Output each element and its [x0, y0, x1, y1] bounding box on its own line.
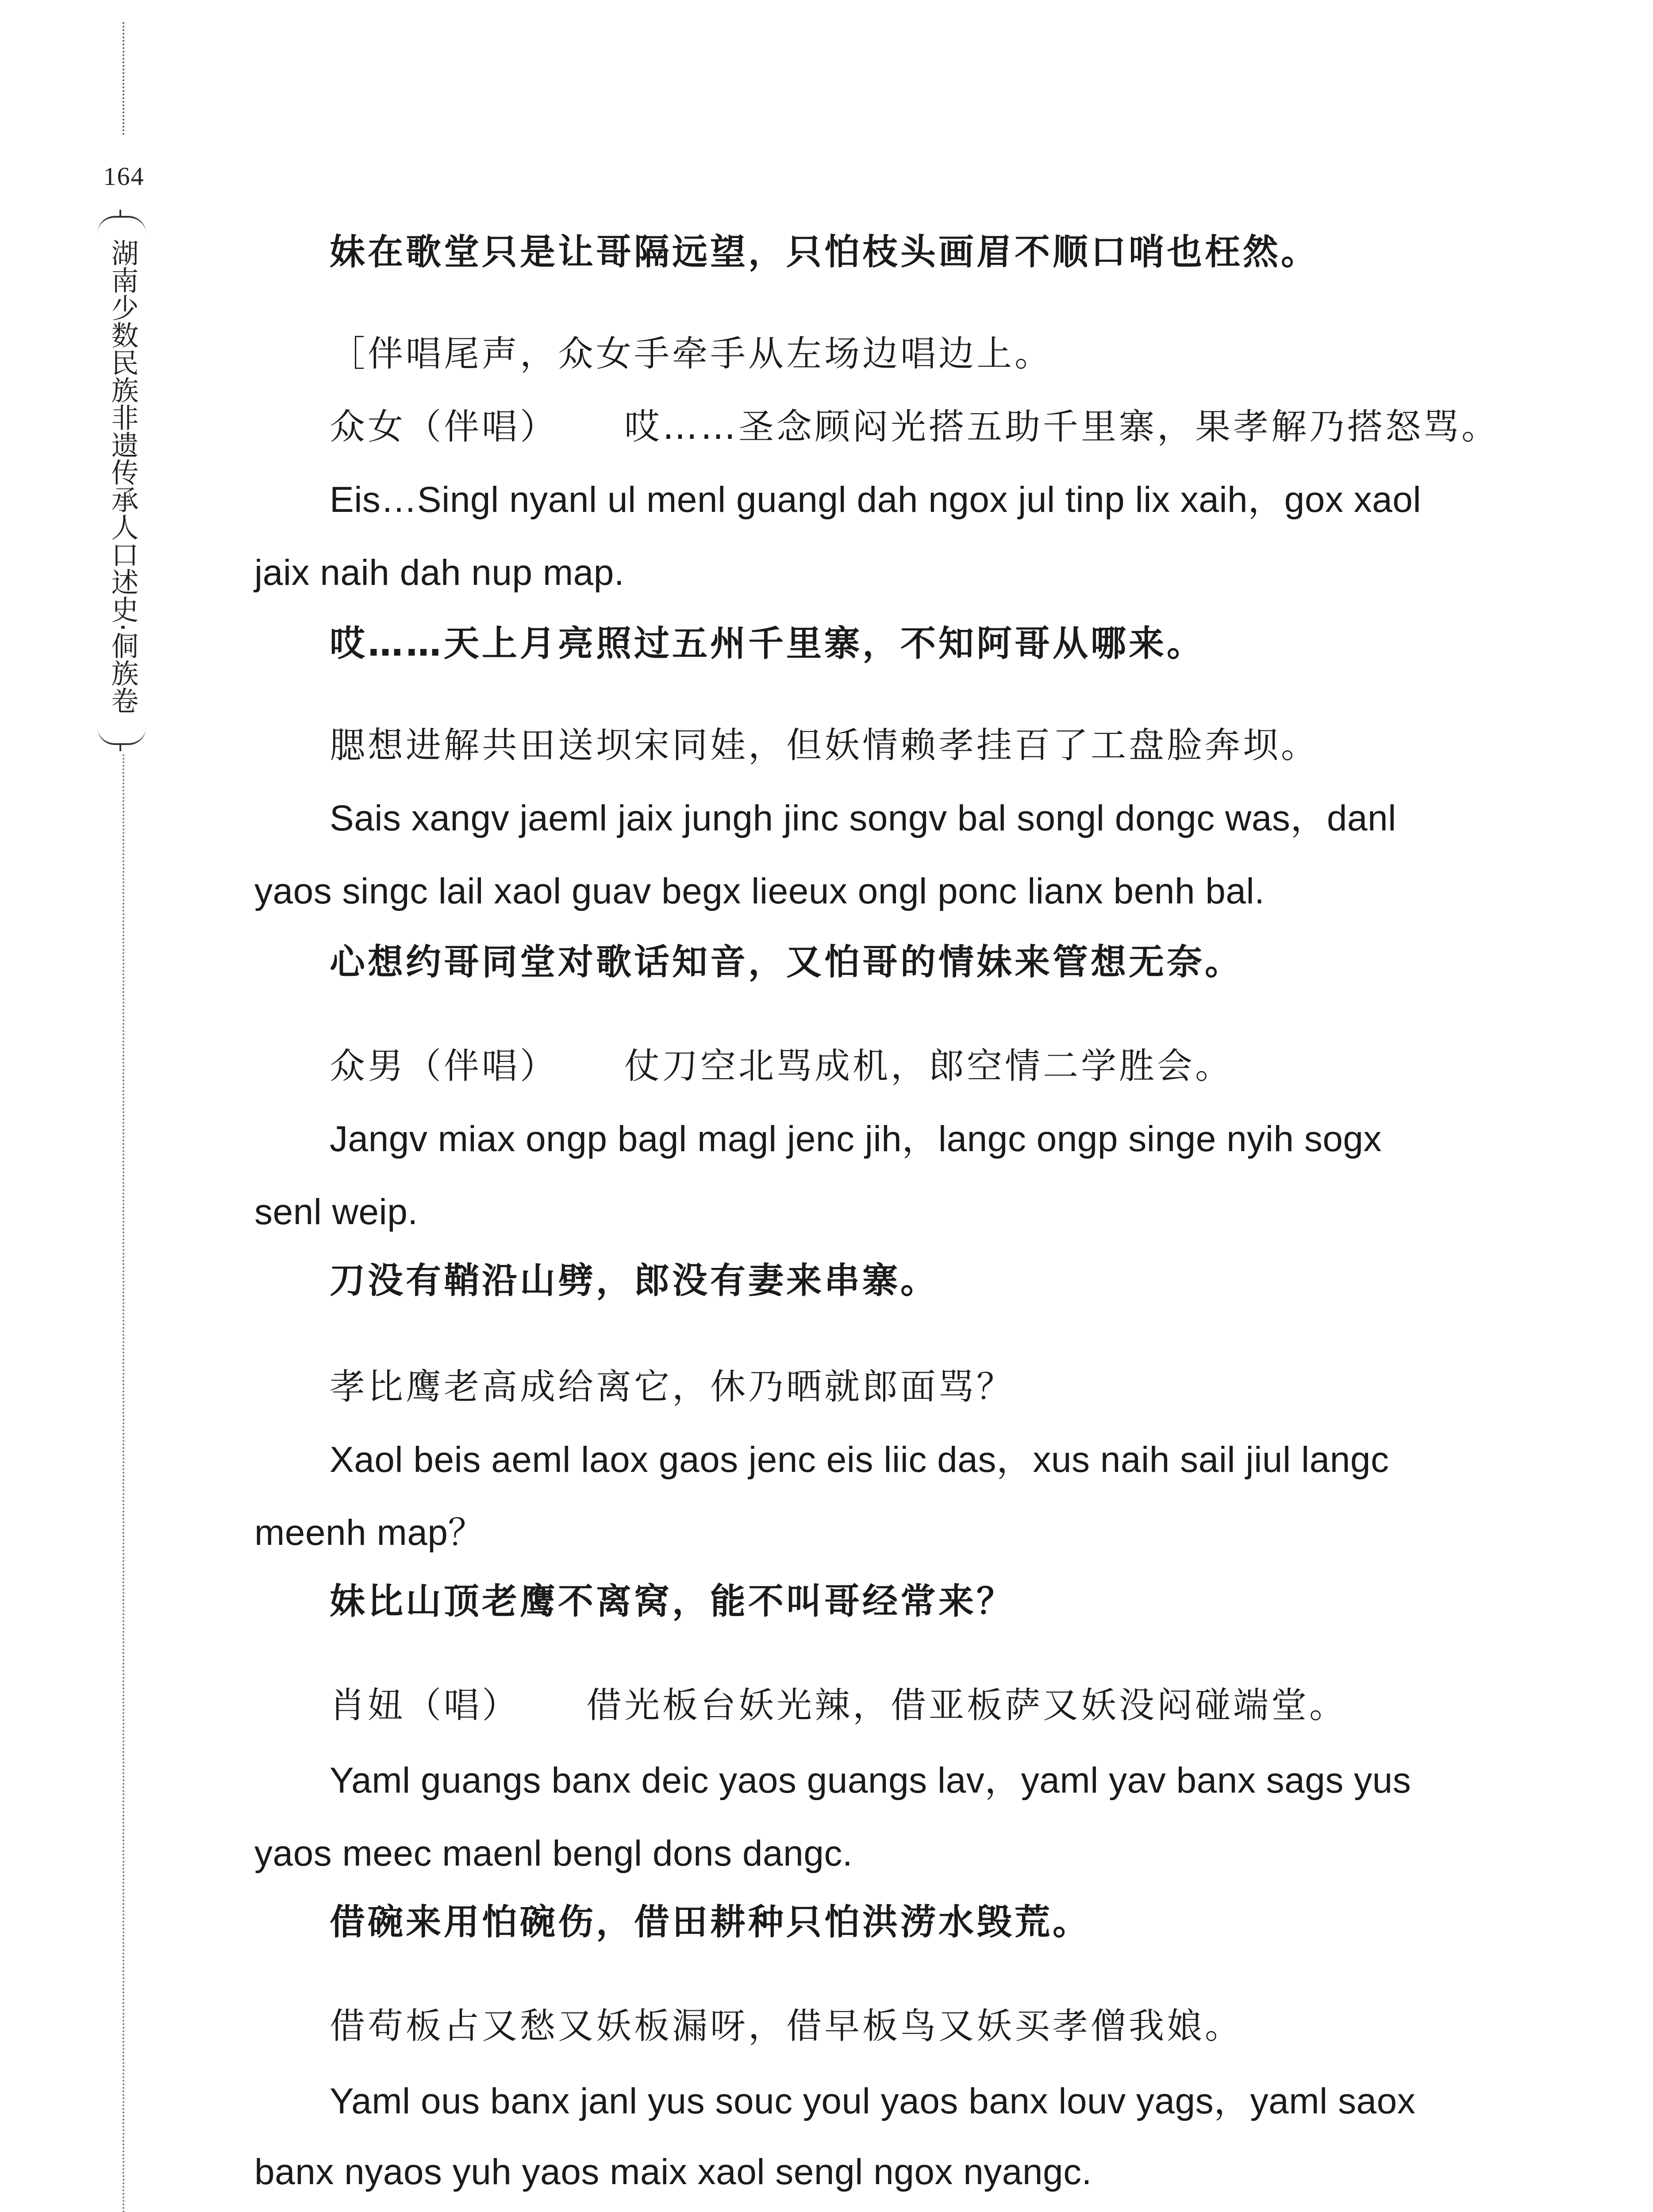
stage-direction: ［伴唱尾声，众女手牵手从左场边唱边上。: [330, 333, 1053, 374]
dong-transliteration: Xaol beis aeml laox gaos jenc eis liic das，xus naih sail jiul langc: [330, 1440, 1389, 1480]
lyric-text: 仗刀空北骂成机，郎空情二学胜会。: [624, 1045, 1233, 1087]
lyric-text: 哎……圣念顾闷光搭五助千里寨，果孝解乃搭怒骂。: [624, 406, 1499, 447]
lyric-line: 妹在歌堂只是让哥隔远望，只怕枝头画眉不顺口哨也枉然。: [330, 231, 1319, 273]
speaker-label: 肖妞（唱）: [330, 1685, 520, 1726]
dialogue-line: [330, 1683, 1347, 1728]
margin-dotted-rule-bottom: [123, 754, 124, 2212]
series-title: 湖南少数民族非遗传承人口述史·侗族卷: [107, 239, 139, 714]
chinese-translation: 心想约哥同堂对歌话知音，又怕哥的情妹来管想无奈。: [330, 941, 1243, 983]
chinese-translation: 妹比山顶老鹰不离窝，能不叫哥经常来？: [330, 1581, 1015, 1622]
dong-transliteration: yaos meec maenl bengl dons dangc.: [254, 1833, 853, 1874]
dong-transliteration: jaix naih dah nup map.: [254, 553, 625, 593]
chinese-translation: 借碗来用怕碗伤，借田耕种只怕洪涝水毁荒。: [330, 1901, 1091, 1943]
title-bracket-bottom: [97, 726, 146, 745]
dong-transliteration: Jangv miax ongp bagl magl jenc jih，langc ongp singe nyih sogx: [330, 1119, 1382, 1159]
speaker-label: 众女（伴唱）: [330, 406, 558, 447]
speaker-label: 众男（伴唱）: [330, 1045, 558, 1087]
dong-transliteration: yaos singc lail xaol guav begx lieeux ongl ponc lianx benh bal.: [254, 871, 1265, 911]
lyric-line: 借苟板占又愁又妖板漏呀，借早板鸟又妖买孝僧我娘。: [330, 2005, 1243, 2047]
dong-transliteration: Sais xangv jaeml jaix jungh jinc songv bal songl dongc was，danl: [330, 798, 1396, 838]
dong-transliteration: meenh map？: [254, 1513, 485, 1553]
lyric-text: 借光板台妖光辣，借亚板萨又妖没闷碰端堂。: [586, 1685, 1347, 1726]
dong-transliteration: senl weip.: [254, 1192, 418, 1232]
dialogue-line: [330, 1044, 1233, 1088]
title-bracket-top: [97, 216, 146, 235]
dong-transliteration: Eis…Singl nyanl ul menl guangl dah ngox jul tinp lix xaih，gox xaol: [330, 480, 1422, 520]
dong-transliteration: Yaml guangs banx deic yaos guangs lav，yaml yav banx sags yus: [330, 1760, 1411, 1801]
lyric-line: 腮想进解共田送坝宋同娃，但妖情赖孝挂百了工盘脸奔坝。: [330, 725, 1319, 766]
dialogue-line: [330, 405, 1499, 449]
dong-transliteration: Yaml ous banx janl yus souc youl yaos banx louv yags，yaml saox: [330, 2081, 1416, 2121]
chinese-translation: 刀没有鞘沿山劈，郎没有妻来串寨。: [330, 1260, 938, 1301]
chinese-translation: 哎……天上月亮照过五州千里寨，不知阿哥从哪来。: [330, 623, 1205, 664]
dong-transliteration: banx nyaos yuh yaos maix xaol sengl ngox nyangc.: [254, 2152, 1092, 2192]
lyric-line: 孝比鹰老高成给离它，休乃晒就郎面骂？: [330, 1366, 1015, 1407]
margin-dotted-rule-top: [123, 22, 124, 135]
page-number: 164: [103, 162, 145, 191]
